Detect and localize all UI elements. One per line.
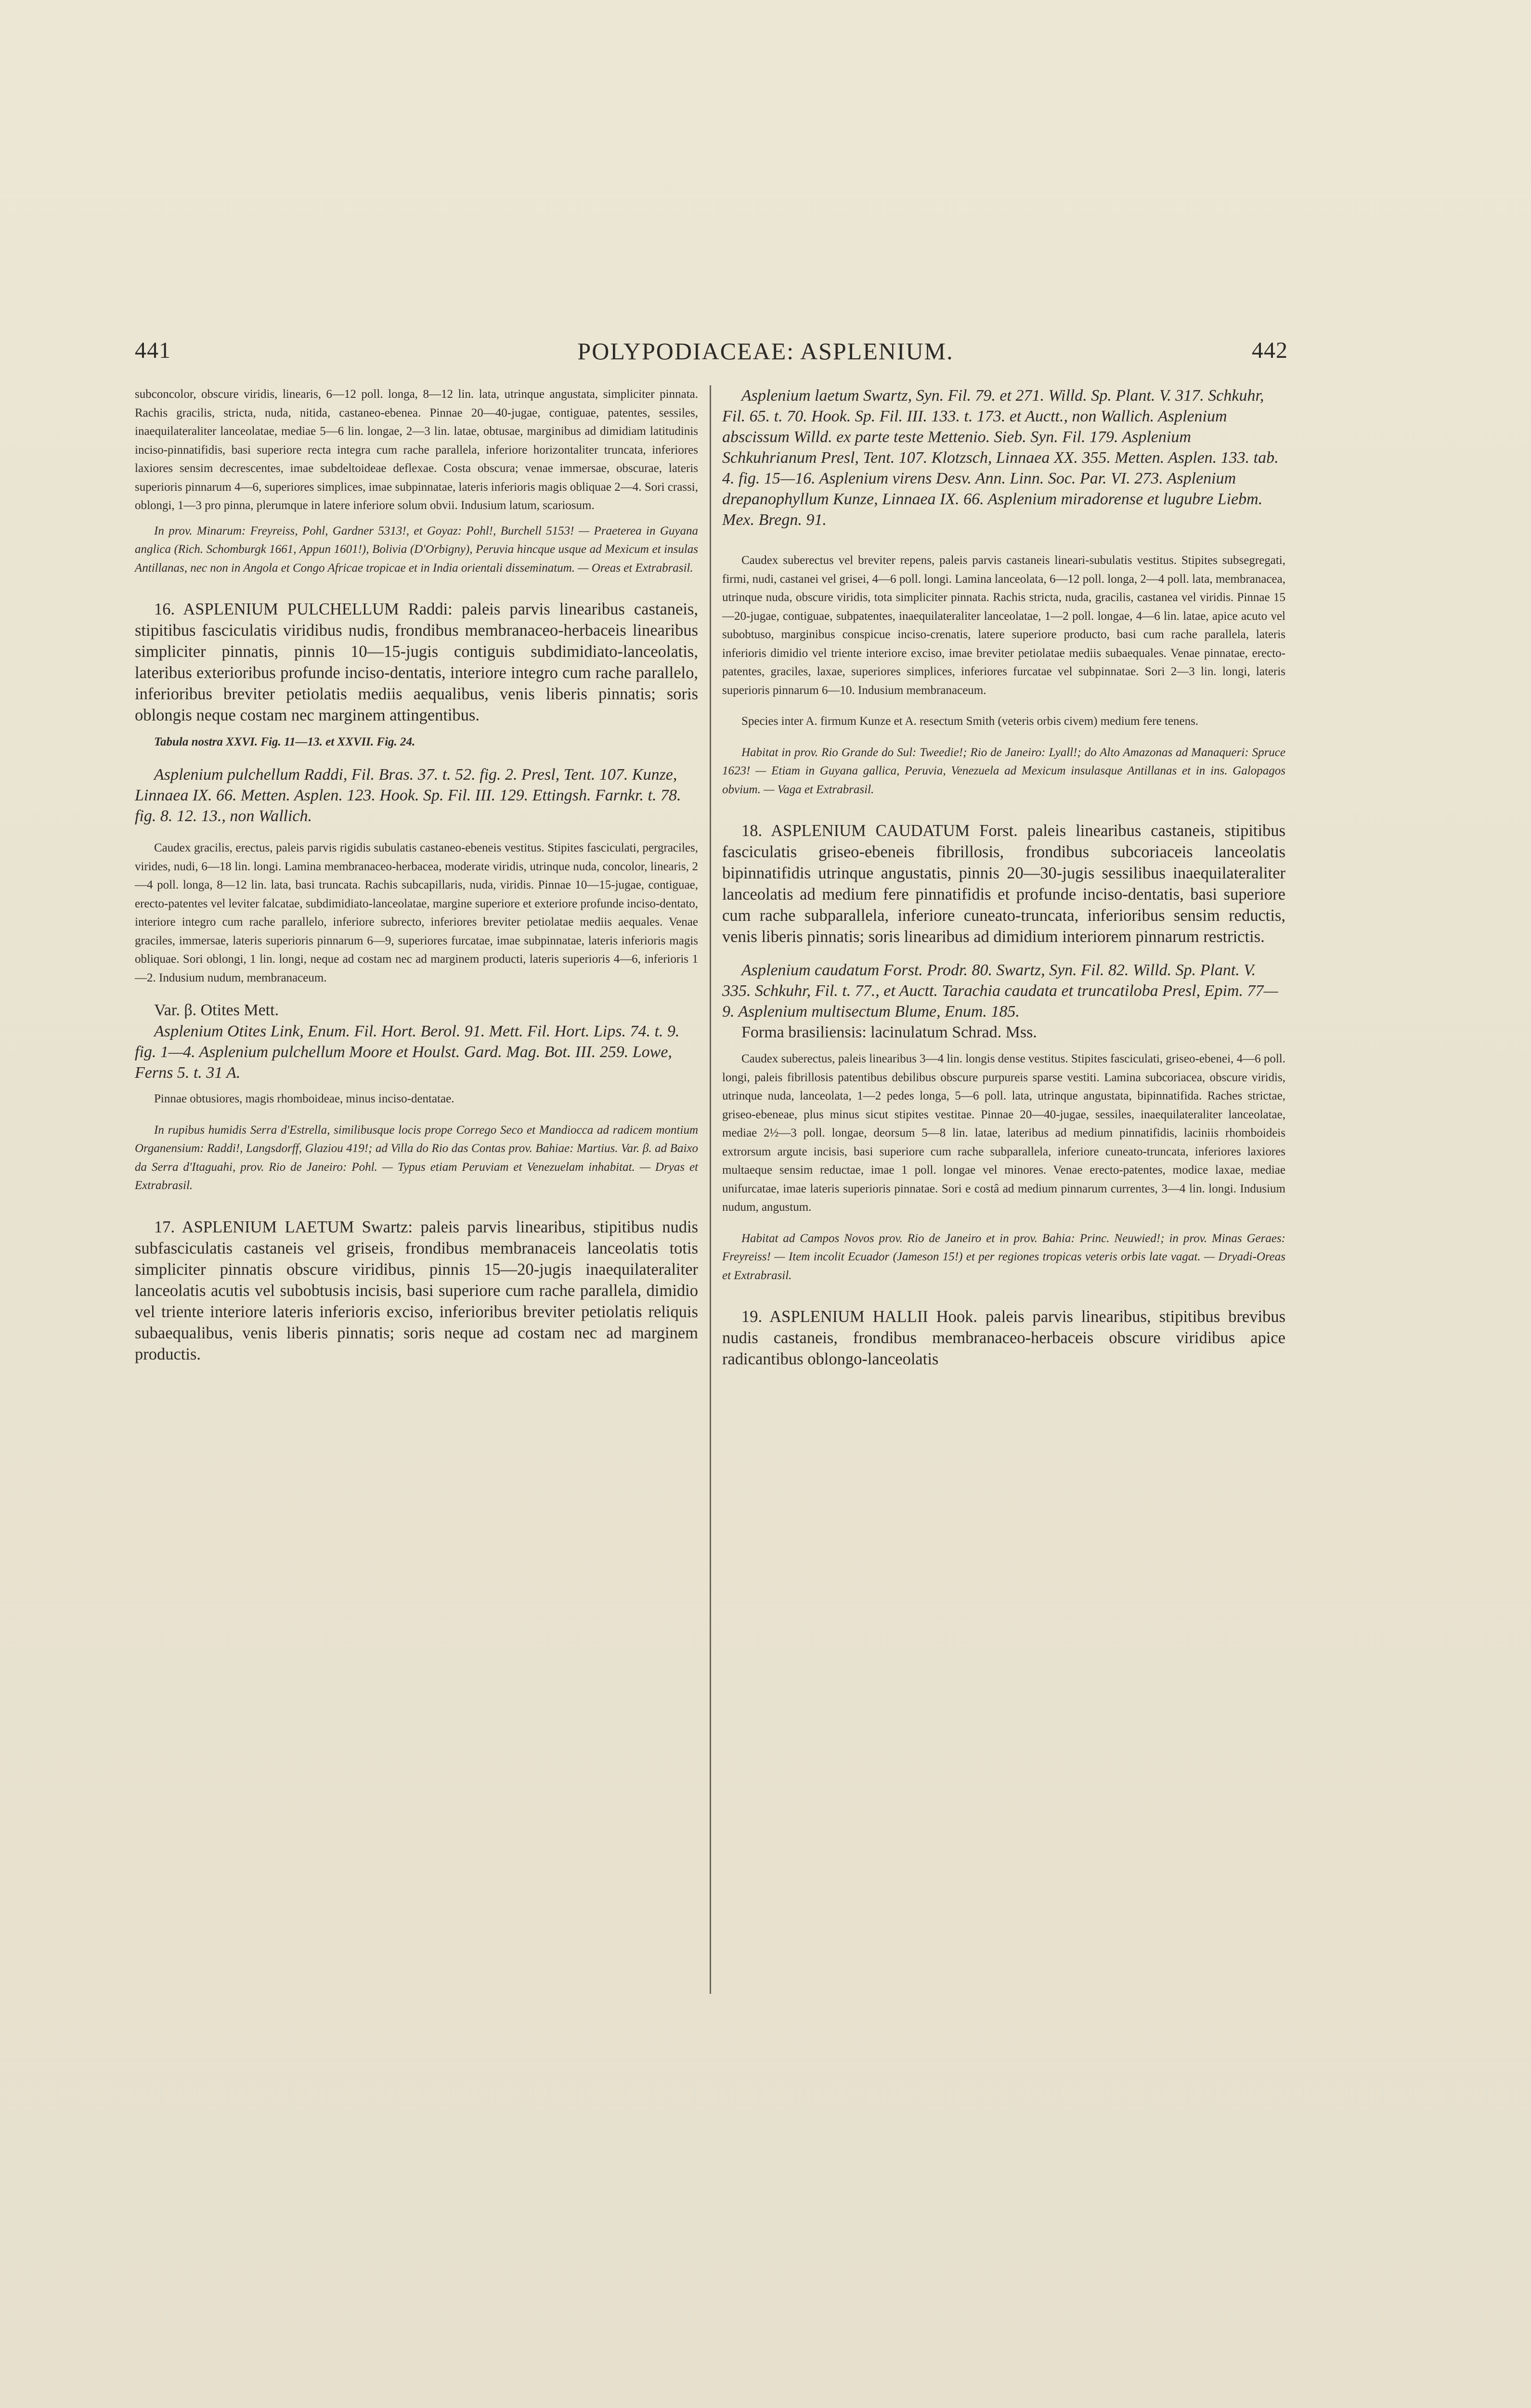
page-number-right: 442 xyxy=(1252,338,1288,363)
description-continued: subconcolor, obscure viridis, linearis, 6—12 poll. longa, 8—12 lin. lata, utrinque angustata, simpliciter pinnata. Rachis gracilis, stricta, nuda, nitida, castaneo-ebenea. Pinnae 20—40-jugae, contiguae, patentes, sessiles, inaequilateraliter lanceolatae, mediae 5—6 lin. longae, 2—3 lin. latae, obtusae, marginibus ad dimidiam latitudinis inciso-pinnatifidis, basi superiore recta integra cum rache parallela, inferiore horizontaliter truncata, inferiores laxiores sensim decrescentes, imae subdeltoideae deflexae. Costa obscura; venae immersae, obscurae, lateris superioris pinnarum 4—6, superiores simplices, imae subpinnatae, lateris inferioris magis obliquae 2—4. Sori crassi, oblongi, 1—3 pro pinna, plerumque in latere inferiore solum obvii. Indusium latum, scariosum. xyxy=(135,388,698,512)
species-16-diagnosis: 16. ASPLENIUM PULCHELLUM Raddi: paleis parvis linearibus castaneis, stipitibus fasciculatis viridibus nudis, frondibus membranaceo-herbaceis linearibus simpliciter pinnatis, pinnis 10—15-jugis contiguis subdimidiato-lanceolatis, lateribus exterioribus profunde inciso-dentatis, interiore integro cum rache parallelo, inferioribus breviter petiolatis mediis aequalibus, venis liberis pinnatis; soris oblongis neque costam nec marginem attingentibus. xyxy=(135,600,698,724)
variety-heading: Var. β. Otites Mett. xyxy=(154,1001,279,1019)
page-number-left: 441 xyxy=(135,338,171,363)
species-17-note: Species inter A. firmum Kunze et A. resectum Smith (veteris orbis civem) medium fere tenens. xyxy=(741,715,1199,728)
species-18-diagnosis: 18. ASPLENIUM CAUDATUM Forst. paleis linearibus castaneis, stipitibus fasciculatis griseo-ebeneis fibrillosis, frondibus subcoriaceis lanceolatis bipinnatifidis utrinque angustatis, pinnis 20—30-jugis sessilibus inaequilateraliter lanceolatis ad medium fere pinnatifidis et profunde inciso-dentatis, basi superiore cum rache subparallela, inferiore cuneato-truncata, inferioribus sensim reductis, venis liberis pinnatis; soris linearibus ad dimidium interiorem pinnarum restrictis. xyxy=(722,822,1285,946)
species-19-diagnosis: 19. ASPLENIUM HALLII Hook. paleis parvis linearibus, stipitibus brevibus nudis castaneis, frondibus membranaceo-herbaceis obscure viridibus apice radicantibus oblongo-lanceolatis xyxy=(722,1308,1285,1368)
synonyms-16: Asplenium pulchellum Raddi, Fil. Bras. 37. t. 52. fig. 2. Presl, Tent. 107. Kunze, Linnaea IX. 66. Metten. Asplen. 123. Hook. Sp. Fil. III. 129. Ettingsh. Farnkr. t. 78. fig. 8. 12. 13., non Wallich. xyxy=(135,766,681,825)
description-17: Caudex suberectus vel breviter repens, paleis parvis castaneis lineari-subulatis vestitus. Stipites subsegregati, firmi, nudi, castanei vel grisei, 4—6 poll. longi. Lamina lanceolata, 6—12 poll. longa, 2—4 poll. lata, membranacea, utrinque nuda, obscure viridis, tota simpliciter pinnata. Rachis stricta, nuda, gracilis, castanea vel viridis. Pinnae 15—20-jugae, contiguae, subpatentes, inaequilateraliter lanceolatae, 1—2 poll. longae, 4—6 lin. latae, apice acuto vel subobtuso, marginibus conspicue inciso-crenatis, latere superiore producto, basi cum rache parallela, lateris inferioris dimidio vel triente interiore exciso, imae breviter petiolatae mediis subaequales. Venae pinnatae, erecto-patentes, graciles, laxae, superiores simplices, inferiores furcatae vel subpinnatae. Sori 2—3 lin. longi, lateris superioris pinnarum 6—10. Indusium membranaceum. xyxy=(722,554,1285,697)
variety-synonyms: Asplenium Otites Link, Enum. Fil. Hort. Berol. 91. Mett. Fil. Hort. Lips. 74. t. 9. fig. 1—4. Asplenium pulchellum Moore et Houlst. Gard. Mag. Bot. III. 259. Lowe, Ferns 5. t. 31 A. xyxy=(135,1022,680,1082)
habitat-16: In rupibus humidis Serra d'Estrella, similibusque locis prope Corrego Seco et Mandiocca ad radicem montium Organensium: Raddi!, Langsdorff, Glaziou 419!; ad Villa do Rio das Contas prov. Bahiae: Martius. Var. β. ad Baixo da Serra d'Itaguahi, prov. Rio de Janeiro: Pohl. — Typus etiam Peruviam et Venezuelam inhabitat. — Dryas et Extrabrasil. xyxy=(135,1123,698,1192)
synonyms-18: Asplenium caudatum Forst. Prodr. 80. Swartz, Syn. Fil. 82. Willd. Sp. Plant. V. 335. Schkuhr, Fil. t. 77., et Auctt. Tarachia caudata et truncatiloba Presl, Epim. 77—9. Asplenium multisectum Blume, Enum. 185. xyxy=(722,961,1278,1021)
species-17-diagnosis: 17. ASPLENIUM LAETUM Swartz: paleis parvis linearibus, stipitibus nudis subfasciculatis castaneis vel griseis, frondibus membranaceis lanceolatis totis simpliciter pinnatis obscure viridibus, pinnis 15—20-jugis inaequilateraliter lanceolatis acutis vel subobtusis incisis, basi superiore cum rache parallela, dimidio vel triente interiore lateris inferioris exciso, inferioribus breviter petiolatis reliquis subaequalibus, venis liberis pinnatis; soris neque ad costam nec ad marginem productis. xyxy=(135,1217,698,1363)
habitat-18: Habitat ad Campos Novos prov. Rio de Janeiro et in prov. Bahia: Princ. Neuwied!; in prov. Minas Geraes: Freyreiss! — Item incolit Ecuador (Jameson 15!) et per regiones tropicas veteris orbis late vagat. — Dryadi-Oreas et Extrabrasil. xyxy=(722,1231,1285,1282)
description-16: Caudex gracilis, erectus, paleis parvis rigidis subulatis castaneo-ebeneis vestitus. Stipites fasciculati, pergraciles, virides, nudi, 6—18 lin. longi. Lamina membranaceo-herbacea, moderate viridis, utrinque nuda, concolor, linearis, 2—4 poll. longa, 8—12 lin. lata, basi truncata. Rachis subcapillaris, nuda, viridis. Pinnae 10—15-jugae, contiguae, erecto-patentes vel leviter falcatae, subdimidiato-lanceolatae, margine superiore et exteriore profunde inciso-dentato, interiore integro cum rache parallelo, inferiore subrecto, inferiores breviter petiolatae mediis aequales. Venae graciles, immersae, lateris superioris pinnarum 6—9, superiores furcatae, imae subpinnatae, lateris inferioris magis obliquae. Sori oblongi, 1 lin. longi, neque ad costam nec ad marginem producti, lateris superioris 4—6, inferioris 1—2. Indusium nudum, membranaceum. xyxy=(135,841,698,984)
variety-description: Pinnae obtusiores, magis rhomboideae, minus inciso-dentatae. xyxy=(154,1092,454,1105)
habitat-15: In prov. Minarum: Freyreiss, Pohl, Gardner 5313!, et Goyaz: Pohl!, Burchell 5153! — Praeterea in Guyana anglica (Rich. Schomburgk 1661, Appun 1601!), Bolivia (D'Orbigny), Peruvia hincque usque ad Mexicum et insulas Antillanas, nec non in Angola et Congo Africae tropicae et in India orientali disseminatum. — Oreas et Extrabrasil. xyxy=(135,524,698,575)
habitat-17: Habitat in prov. Rio Grande do Sul: Tweedie!; Rio de Janeiro: Lyall!; do Alto Amazonas ad Manaqueri: Spruce 1623! — Etiam in Guyana gallica, Peruvia, Venezuela ad Mexicum insulasque Antillanas et in ins. Galopagos obvium. — Vaga et Extrabrasil. xyxy=(722,746,1285,796)
forma-brasiliensis: Forma brasiliensis: lacinulatum Schrad. Mss. xyxy=(741,1023,1037,1041)
column-divider xyxy=(710,385,711,1994)
running-head: POLYPODIACEAE: ASPLENIUM. xyxy=(577,338,954,365)
left-column xyxy=(135,385,698,1365)
synonyms-17: Asplenium laetum Swartz, Syn. Fil. 79. et 271. Willd. Sp. Plant. V. 317. Schkuhr, Fil. 65. t. 70. Hook. Sp. Fil. III. 133. t. 173. et Auctt., non Wallich. Asplenium abscissum Willd. ex parte teste Mettenio. Sieb. Syn. Fil. 179. Asplenium Schkuhrianum Presl, Tent. 107. Klotzsch, Linnaea XX. 355. Metten. Asplen. 133. tab. 4. fig. 15—16. Asplenium virens Desv. Ann. Linn. Soc. Par. VI. 273. Asplenium drepanophyllum Kunze, Linnaea IX. 66. Asplenium miradorense et lugubre Liebm. Mex. Bregn. 91. xyxy=(722,387,1279,529)
right-column xyxy=(722,385,1285,1370)
tabula-16: Tabula nostra XXVI. Fig. 11—13. et XXVII. Fig. 24. xyxy=(154,735,415,748)
description-18: Caudex suberectus, paleis linearibus 3—4 lin. longis dense vestitus. Stipites fasciculati, griseo-ebenei, 4—6 poll. longi, paleis fibrillosis patentibus debilibus obscure purpureis sparse vestiti. Lamina subcoriacea, obscure viridis, utrinque nuda, lanceolata, 1—2 pedes longa, 5—6 poll. lata, utrinque angustata, bipinnatifida. Raches strictae, griseo-ebeneae, plus minus sicut stipites vestitae. Pinnae 20—40-jugae, sessiles, inaequilateraliter lanceolatae, mediae 2½—3 poll. longae, deorsum 5—8 lin. latae, lateribus ad medium pinnatifidis, laciniis rhomboideis extrorsum argute incisis, basi superiore cum rache subparallela, inferiore cuneato-truncata, inferiores laxiores multaeque sensim reductae, imae 1 poll. longae vel minores. Venae erecto-patentes, modice laxae, mediae unifurcatae, imae lateris superioris pinnatae. Sori e costâ ad medium pinnarum currentes, 3—4 lin. longi. Indusium nudum, angustum. xyxy=(722,1052,1285,1214)
